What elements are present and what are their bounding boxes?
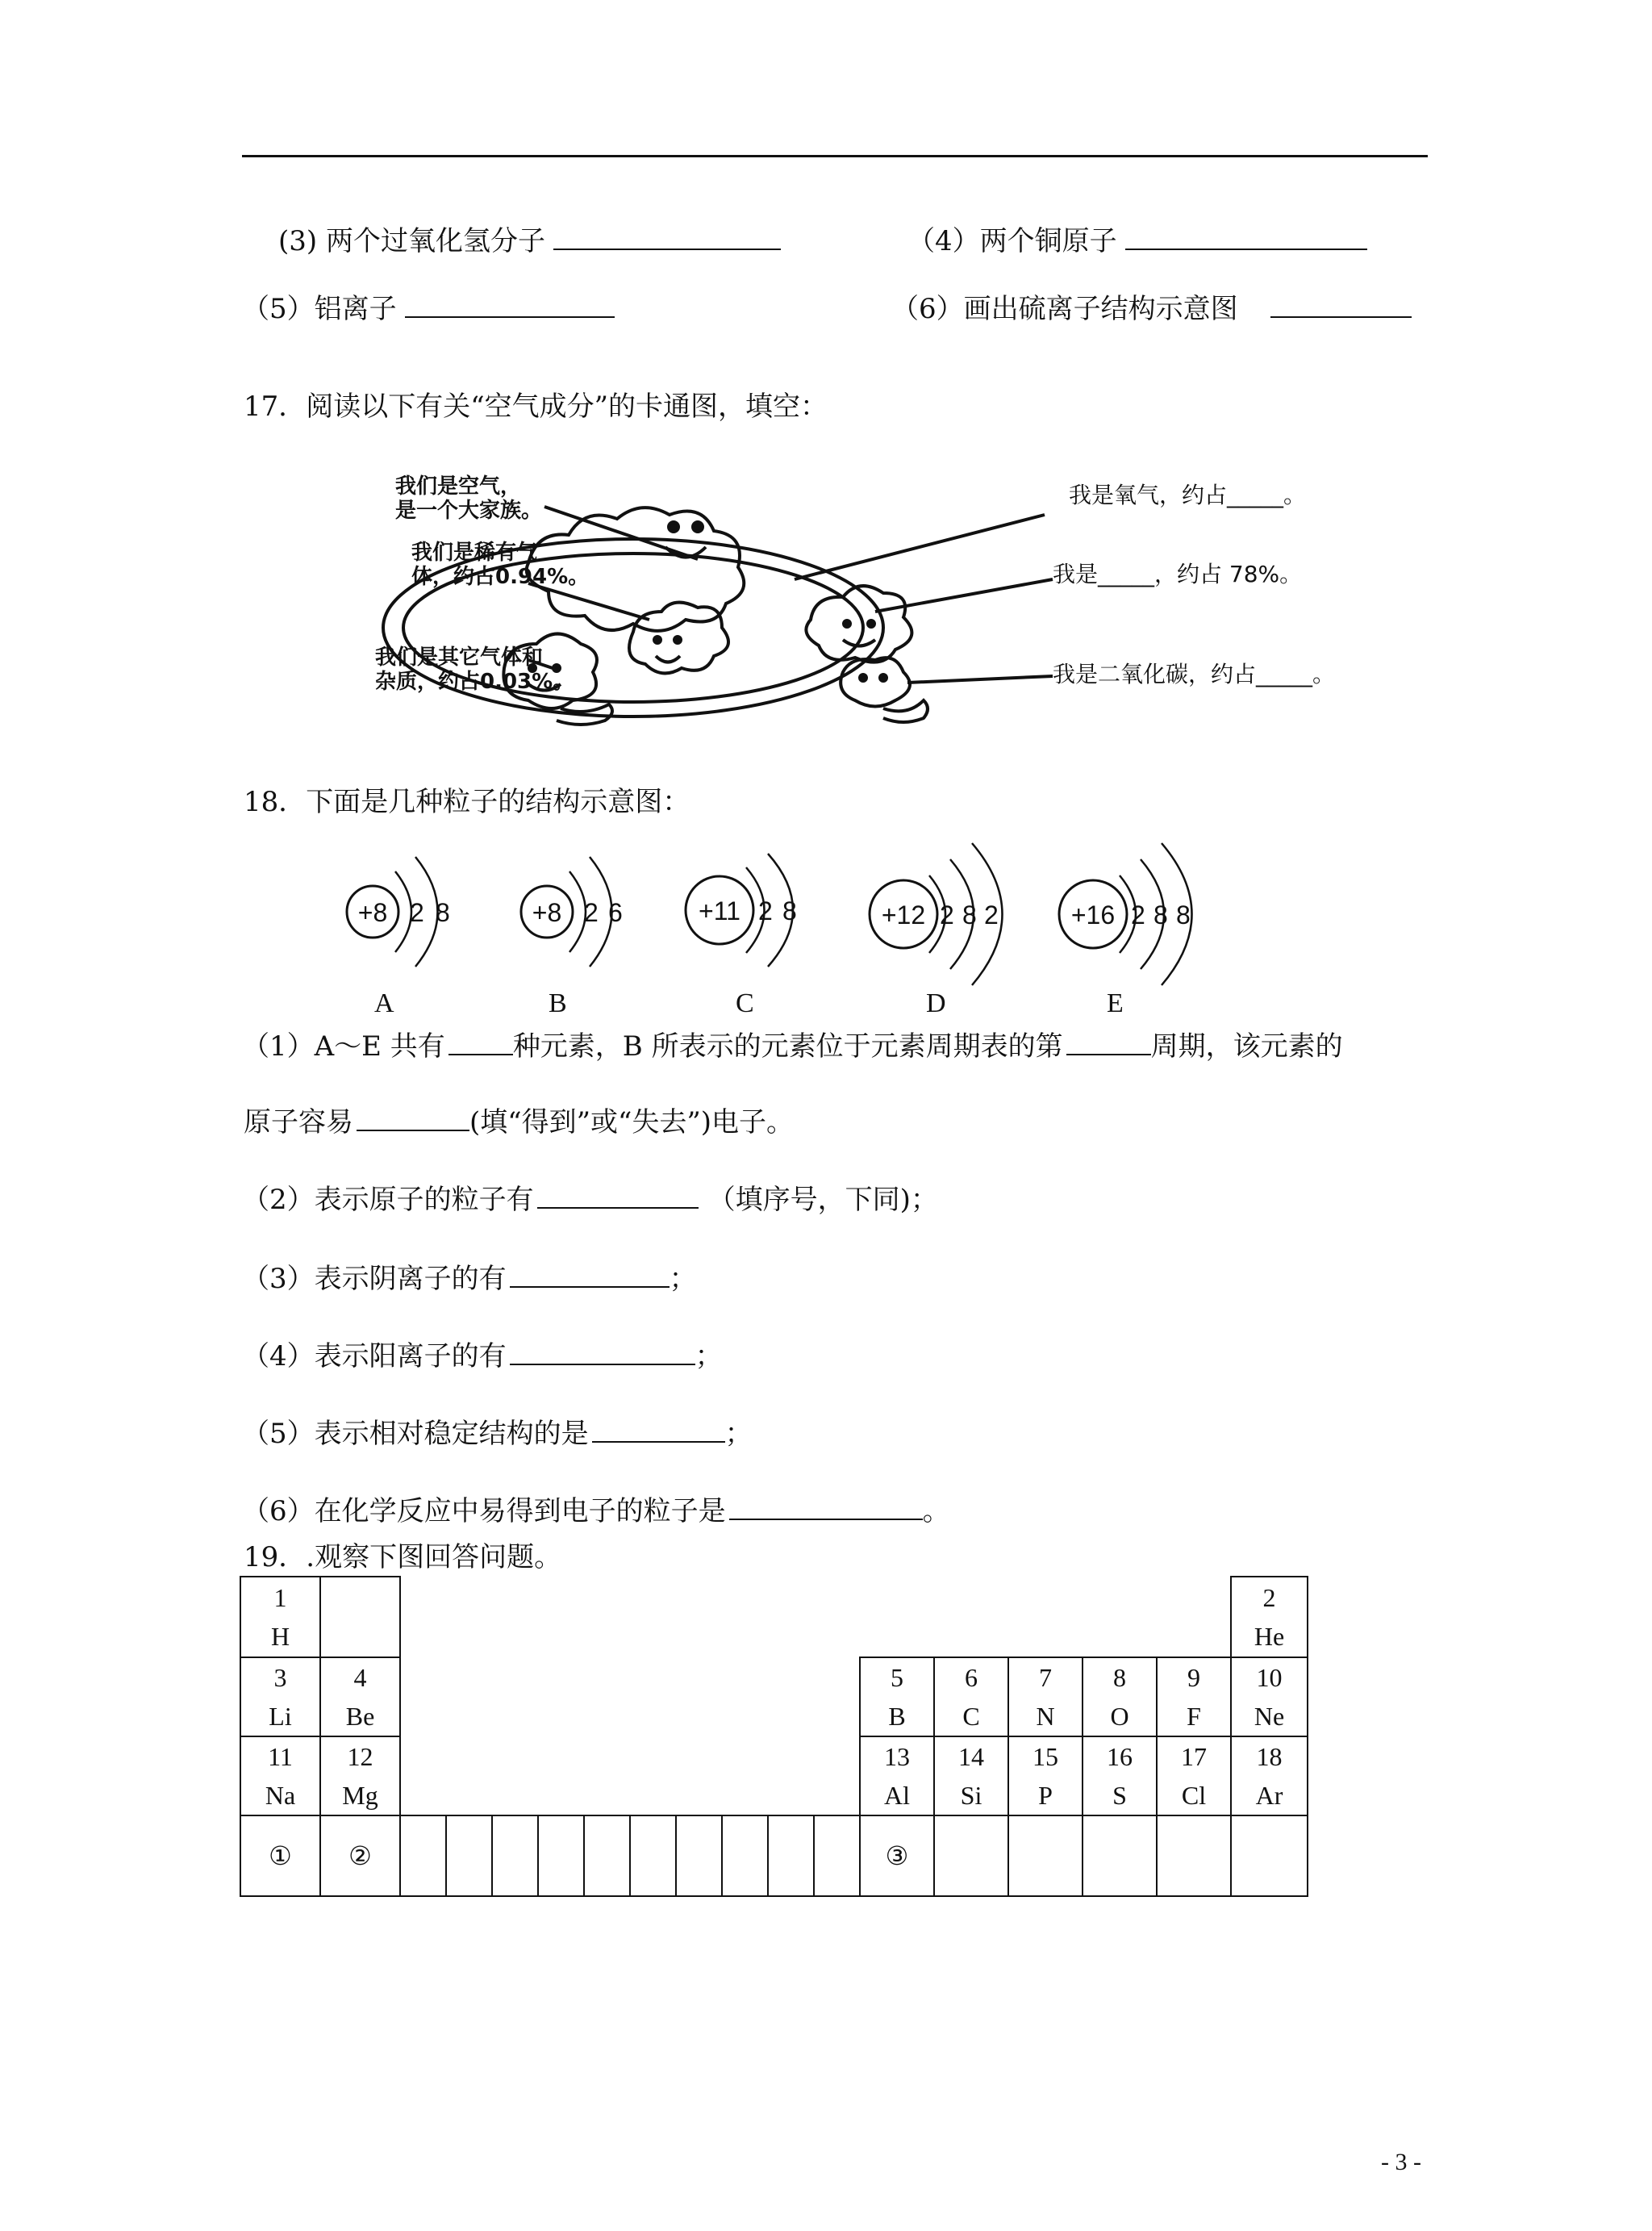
nucleus-d: +12	[881, 900, 926, 930]
q18-sub-5-text-b: ；	[724, 1418, 753, 1450]
element-cell-he: 2 He	[1231, 1577, 1308, 1657]
particle-letter-b: B	[549, 988, 567, 1018]
element-cell-na: 11 Na	[240, 1736, 320, 1815]
particle-c	[686, 854, 797, 967]
leader-line	[795, 515, 1045, 579]
blank-cell[interactable]	[934, 1815, 1008, 1896]
q16-part-4-label: （4）两个铜原子	[907, 225, 1117, 257]
element-cell-n: 7 N	[1008, 1657, 1083, 1736]
table-gap	[400, 1577, 1231, 1657]
bubble-noble-line-2: 体，约占0.94%。	[411, 565, 590, 589]
q18-sub-4-text-a: （4）表示阳离子的有	[242, 1340, 507, 1372]
answer-blank[interactable]	[592, 1414, 725, 1443]
element-cell-be: 4 Be	[320, 1657, 400, 1736]
q18-sub-1-text-c: 周期，该元素的	[1150, 1030, 1343, 1063]
nucleus-a: +8	[357, 898, 388, 927]
blank-cell[interactable]	[768, 1815, 814, 1896]
element-cell-p: 15 P	[1008, 1736, 1083, 1815]
table-gap	[400, 1736, 860, 1815]
q18-sub-1-text-e: (填“得到”或“失去”)电子。	[469, 1106, 795, 1138]
blank-cell[interactable]	[446, 1815, 492, 1896]
answer-blank[interactable]	[510, 1259, 670, 1288]
blank-cell[interactable]	[1083, 1815, 1157, 1896]
shell-a-1: 2	[410, 898, 424, 927]
leader-line	[875, 579, 1053, 612]
blank-cell-2[interactable]: ②	[320, 1815, 400, 1896]
element-cell-cl: 17 Cl	[1157, 1736, 1231, 1815]
nucleus-e: +16	[1070, 900, 1116, 930]
q18-sub-6	[242, 1491, 950, 1529]
element-cell-empty	[320, 1577, 400, 1657]
bubble-other-gases	[375, 645, 574, 694]
particle-diagrams	[323, 831, 1258, 992]
q18-sub-6-text-b: 。	[922, 1495, 950, 1527]
table-row	[240, 1577, 1308, 1657]
q16-part-5-label: （5）铝离子	[242, 293, 397, 325]
table-row	[240, 1815, 1308, 1896]
element-cell-si: 14 Si	[934, 1736, 1008, 1815]
q18-sub-2-text-b: （填序号，下同)；	[707, 1184, 938, 1216]
answer-blank[interactable]	[405, 289, 615, 318]
q18-sub-6-text-a: （6）在化学反应中易得到电子的粒子是	[242, 1495, 726, 1527]
particle-a	[347, 857, 450, 967]
table-row	[240, 1736, 1308, 1815]
blank-cell[interactable]	[1157, 1815, 1231, 1896]
element-cell-al: 13 Al	[860, 1736, 934, 1815]
blank-cell-3[interactable]: ③	[860, 1815, 934, 1896]
bubble-other-line-2: 杂质，约占0.03%。	[375, 670, 574, 694]
blank-cell-1[interactable]: ①	[240, 1815, 320, 1896]
answer-blank[interactable]	[357, 1102, 469, 1131]
blank-cell[interactable]	[1231, 1815, 1308, 1896]
page-number: - 3 -	[1381, 2149, 1421, 2175]
particle-letter-a: A	[374, 988, 394, 1018]
answer-blank[interactable]	[553, 221, 781, 250]
shell-a-2: 8	[436, 898, 450, 927]
q18-sub-3-text-a: （3）表示阴离子的有	[242, 1263, 507, 1295]
q18-sub-1-text-b: 种元素，B 所表示的元素位于元素周期表的第	[512, 1030, 1063, 1063]
element-cell-ne: 10 Ne	[1231, 1657, 1308, 1736]
q18-sub-2	[242, 1180, 938, 1218]
element-cell-o: 8 O	[1083, 1657, 1157, 1736]
blank-cell[interactable]	[722, 1815, 768, 1896]
element-cell-b: 5 B	[860, 1657, 934, 1736]
leader-line	[907, 676, 1053, 683]
shell-c-2: 8	[782, 896, 797, 925]
bubble-air	[395, 474, 542, 523]
q16-part-3-label: (3) 两个过氧化氢分子	[278, 225, 545, 257]
q18-sub-3	[242, 1259, 697, 1297]
label-nitrogen: 我是_____，约占 78%。	[1053, 561, 1303, 587]
shell-e-2: 8	[1153, 900, 1168, 930]
answer-blank[interactable]	[1066, 1026, 1151, 1055]
answer-blank[interactable]	[510, 1336, 695, 1365]
particle-letter-c: C	[736, 988, 754, 1018]
air-composition-cartoon	[359, 466, 1391, 733]
bubble-noble-gases	[411, 541, 589, 589]
shell-e-3: 8	[1176, 900, 1191, 930]
bubble-noble-line-1: 我们是稀有气	[411, 541, 538, 565]
answer-blank[interactable]	[1270, 289, 1412, 318]
table-gap	[400, 1657, 860, 1736]
shell-d-1: 2	[940, 900, 954, 930]
particle-letter-d: D	[926, 988, 946, 1018]
answer-blank[interactable]	[1125, 221, 1367, 250]
q18-sub-5	[242, 1414, 753, 1452]
particle-b	[521, 857, 623, 967]
cloud-nitrogen	[806, 586, 912, 662]
element-cell-li: 3 Li	[240, 1657, 320, 1736]
label-oxygen: 我是氧气，约占_____。	[1069, 482, 1307, 508]
q18-sub-3-text-b: ；	[669, 1263, 697, 1295]
element-cell-h: 1 H	[240, 1577, 320, 1657]
blank-cell[interactable]	[538, 1815, 584, 1896]
blank-cell[interactable]	[814, 1815, 860, 1896]
q16-part-4	[907, 221, 1367, 259]
shell-b-2: 6	[608, 898, 623, 927]
q18-sub-1-text-a: （1）A～E 共有	[242, 1030, 445, 1063]
blank-cell[interactable]	[630, 1815, 676, 1896]
q18-sub-1-text-d: 原子容易	[244, 1106, 353, 1138]
shell-d-3: 2	[984, 900, 999, 930]
shell-c-1: 2	[758, 896, 773, 925]
q18-stem: 18．下面是几种粒子的结构示意图：	[244, 786, 690, 818]
q18-sub-5-text-a: （5）表示相对稳定结构的是	[242, 1418, 589, 1450]
shell-d-2: 8	[962, 900, 977, 930]
nucleus-b: +8	[532, 898, 562, 927]
q18-sub-2-text-a: （2）表示原子的粒子有	[242, 1184, 534, 1216]
q18-sub-1-line-2	[244, 1102, 794, 1140]
answer-blank[interactable]	[729, 1491, 923, 1520]
q18-sub-1-line-1	[242, 1026, 1343, 1064]
particle-letter-e: E	[1107, 988, 1124, 1018]
particle-d	[870, 843, 1003, 985]
element-cell-f: 9 F	[1157, 1657, 1231, 1736]
q16-part-6-label: （6）画出硫离子结构示意图	[891, 293, 1238, 325]
q17-stem: 17．阅读以下有关“空气成分”的卡通图，填空：	[244, 391, 828, 423]
q18-sub-4-text-b: ；	[695, 1340, 723, 1372]
header-rule	[242, 155, 1428, 157]
q18-sub-4	[242, 1336, 723, 1374]
blank-cell[interactable]	[676, 1815, 722, 1896]
element-cell-ar: 18 Ar	[1231, 1736, 1308, 1815]
answer-blank[interactable]	[448, 1026, 513, 1055]
cloud-co2	[841, 658, 910, 706]
q16-part-3	[278, 221, 781, 259]
blank-cell[interactable]	[1008, 1815, 1083, 1896]
q16-part-5	[242, 289, 615, 327]
bubble-air-line-1: 我们是空气，	[395, 474, 522, 499]
bubble-other-line-1: 我们是其它气体和	[375, 645, 544, 670]
blank-cell[interactable]	[400, 1815, 446, 1896]
q16-part-6	[891, 289, 1412, 327]
answer-blank[interactable]	[537, 1180, 699, 1209]
label-co2: 我是二氧化碳，约占_____。	[1053, 661, 1336, 687]
element-cell-mg: 12 Mg	[320, 1736, 400, 1815]
table-row	[240, 1657, 1308, 1736]
bubble-air-line-2: 是一个大家族。	[395, 499, 543, 523]
shell-e-1: 2	[1131, 900, 1145, 930]
q19-stem: 19．.观察下图回答问题。	[244, 1541, 562, 1573]
shell-b-1: 2	[584, 898, 599, 927]
blank-cell[interactable]	[492, 1815, 538, 1896]
blank-cell[interactable]	[584, 1815, 630, 1896]
element-cell-c: 6 C	[934, 1657, 1008, 1736]
element-cell-s: 16 S	[1083, 1736, 1157, 1815]
particle-e	[1059, 843, 1192, 985]
nucleus-c: +11	[699, 896, 740, 925]
periodic-table	[240, 1576, 1308, 1897]
